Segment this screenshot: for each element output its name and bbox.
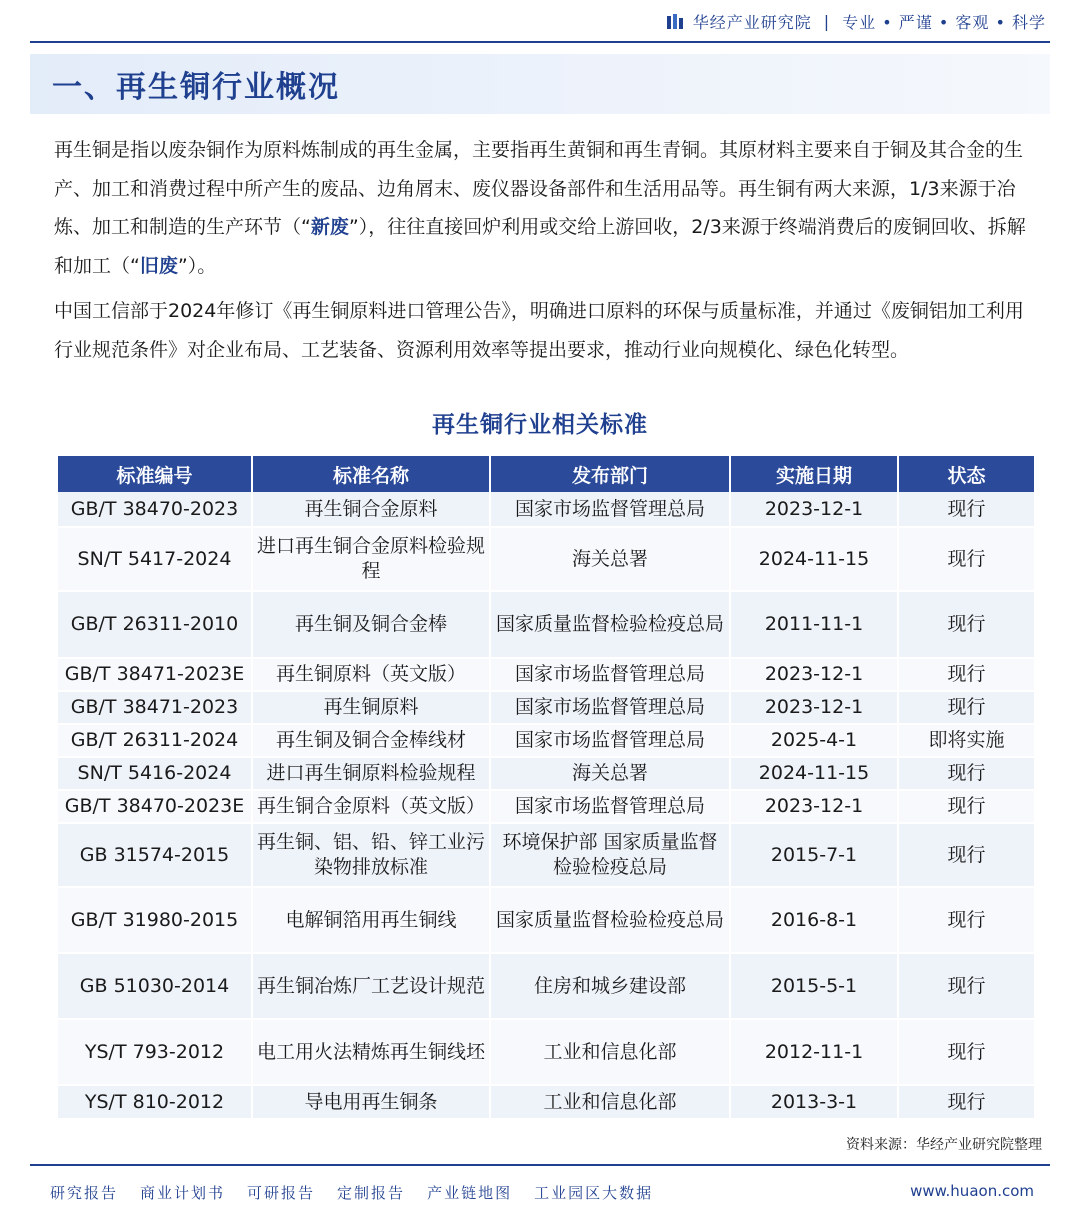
footer-link-custom-report[interactable]: 定制报告	[337, 1184, 406, 1202]
intro-text-c: ”）。	[177, 254, 217, 277]
cell-date: 2011-11-1	[730, 591, 898, 658]
site-url-link[interactable]: www.huaon.com	[910, 1182, 1034, 1200]
brand-name: 华经产业研究院	[692, 13, 812, 32]
top-divider	[30, 41, 1050, 43]
table-row	[58, 953, 1034, 1019]
table-row	[58, 823, 1034, 887]
cell-code: GB/T 26311-2010	[58, 591, 252, 658]
cell-dept: 国家市场监督管理总局	[490, 658, 730, 691]
cell-status: 现行	[898, 1019, 1034, 1085]
table-row	[58, 492, 1034, 527]
highlight-new-scrap: 新废	[310, 216, 349, 238]
cell-status: 现行	[898, 887, 1034, 953]
brand	[667, 10, 1046, 33]
cell-date: 2024-11-15	[730, 757, 898, 790]
cell-name: 电工用火法精炼再生铜线坯	[252, 1019, 490, 1085]
cell-dept: 住房和城乡建设部	[490, 953, 730, 1019]
table-row	[58, 1085, 1034, 1119]
cell-date: 2023-12-1	[730, 691, 898, 724]
cell-code: SN/T 5417-2024	[58, 527, 252, 591]
table-row	[58, 527, 1034, 591]
cell-name: 再生铜合金原料（英文版）	[252, 790, 490, 823]
cell-status: 即将实施	[898, 724, 1034, 757]
cell-date: 2023-12-1	[730, 658, 898, 691]
cell-status: 现行	[898, 591, 1034, 658]
cell-status: 现行	[898, 953, 1034, 1019]
table-row	[58, 724, 1034, 757]
cell-name: 再生铜及铜合金棒线材	[252, 724, 490, 757]
cell-dept: 工业和信息化部	[490, 1085, 730, 1119]
cell-dept: 海关总署	[490, 757, 730, 790]
cell-code: YS/T 793-2012	[58, 1019, 252, 1085]
cell-dept: 海关总署	[490, 527, 730, 591]
table-row	[58, 591, 1034, 658]
intro-text-b: ”），往往直接回炉利用或交给上游回收，2/3来源于终端消费后的废铜回收、拆解和加工（“	[54, 216, 1026, 277]
header-standard-code: 标准编号	[58, 456, 252, 492]
cell-date: 2015-5-1	[730, 953, 898, 1019]
cell-code: GB/T 38470-2023E	[58, 790, 252, 823]
cell-name: 再生铜合金原料	[252, 492, 490, 527]
cell-status: 现行	[898, 823, 1034, 887]
footer-link-research-report[interactable]: 研究报告	[50, 1184, 119, 1202]
cell-code: GB/T 38471-2023	[58, 691, 252, 724]
source-note: 资料来源：华经产业研究院整理	[846, 1137, 1042, 1153]
header-status: 状态	[898, 456, 1034, 492]
cell-date: 2025-4-1	[730, 724, 898, 757]
table-row	[58, 790, 1034, 823]
cell-code: GB 51030-2014	[58, 953, 252, 1019]
cell-status: 现行	[898, 658, 1034, 691]
table-row	[58, 887, 1034, 953]
cell-date: 2015-7-1	[730, 823, 898, 887]
cell-status: 现行	[898, 492, 1034, 527]
cell-status: 现行	[898, 757, 1034, 790]
table-row	[58, 1019, 1034, 1085]
table-title: 再生铜行业相关标准	[432, 412, 648, 438]
cell-dept: 工业和信息化部	[490, 1019, 730, 1085]
brand-separator: |	[823, 12, 831, 31]
footer-link-industry-chain-map[interactable]: 产业链地图	[427, 1184, 513, 1202]
cell-dept: 国家市场监督管理总局	[490, 492, 730, 527]
cell-status: 现行	[898, 527, 1034, 591]
cell-status: 现行	[898, 691, 1034, 724]
cell-name: 再生铜及铜合金棒	[252, 591, 490, 658]
cell-code: SN/T 5416-2024	[58, 757, 252, 790]
cell-dept: 国家市场监督管理总局	[490, 790, 730, 823]
cell-dept: 国家市场监督管理总局	[490, 724, 730, 757]
cell-dept: 环境保护部 国家质量监督检验检疫总局	[490, 823, 730, 887]
table-row	[58, 691, 1034, 724]
cell-name: 再生铜冶炼厂工艺设计规范	[252, 953, 490, 1019]
cell-name: 进口再生铜合金原料检验规程	[252, 527, 490, 591]
standards-table	[58, 456, 1034, 1120]
highlight-old-scrap: 旧废	[139, 254, 178, 277]
top-bar	[0, 0, 1080, 42]
table-header-row	[58, 456, 1034, 492]
intro-paragraph	[54, 131, 1032, 285]
section-header	[30, 54, 1050, 114]
footer-link-feasibility-report[interactable]: 可研报告	[247, 1184, 316, 1202]
cell-status: 现行	[898, 1085, 1034, 1119]
header-issuing-dept: 发布部门	[490, 456, 730, 492]
cell-name: 进口再生铜原料检验规程	[252, 757, 490, 790]
cell-dept: 国家质量监督检验检疫总局	[490, 591, 730, 658]
cell-code: YS/T 810-2012	[58, 1085, 252, 1119]
cell-name: 导电用再生铜条	[252, 1085, 490, 1119]
header-standard-name: 标准名称	[252, 456, 490, 492]
cell-name: 再生铜原料（英文版）	[252, 658, 490, 691]
cell-dept: 国家质量监督检验检疫总局	[490, 887, 730, 953]
table-row	[58, 658, 1034, 691]
footer-link-business-plan[interactable]: 商业计划书	[140, 1184, 226, 1202]
cell-name: 再生铜、铝、铅、锌工业污染物排放标准	[252, 823, 490, 887]
cell-date: 2024-11-15	[730, 527, 898, 591]
cell-code: GB/T 38470-2023	[58, 492, 252, 527]
cell-name: 电解铜箔用再生铜线	[252, 887, 490, 953]
cell-code: GB/T 31980-2015	[58, 887, 252, 953]
footer-nav	[50, 1182, 653, 1203]
policy-paragraph: 中国工信部于2024年修订《再生铜原料进口管理公告》，明确进口原料的环保与质量标准，并通过《废铜铝加工利用行业规范条件》对企业布局、工艺装备、资源利用效率等提出要求，推动行业向规模化、绿色化转型。	[54, 300, 1024, 361]
cell-code: GB/T 26311-2024	[58, 724, 252, 757]
brand-slogan: 专业 • 严谨 • 客观 • 科学	[842, 13, 1046, 32]
intro-text-a: 再生铜是指以废杂铜作为原料炼制成的再生金属，主要指再生黄铜和再生青铜。其原材料主要来自于铜及其合金的生产、加工和消费过程中所产生的废品、边角屑末、废仪器设备部件和生活用品等。再生铜有两大来源，1/3来源于冶炼、加工和制造的生产环节（“	[54, 139, 1024, 238]
footer-link-industrial-park-data[interactable]: 工业园区大数据	[534, 1184, 654, 1202]
cell-dept: 国家市场监督管理总局	[490, 691, 730, 724]
section-title: 一、再生铜行业概况	[52, 70, 340, 105]
header-effective-date: 实施日期	[730, 456, 898, 492]
cell-name: 再生铜原料	[252, 691, 490, 724]
cell-date: 2023-12-1	[730, 790, 898, 823]
table-row	[58, 757, 1034, 790]
cell-date: 2016-8-1	[730, 887, 898, 953]
cell-code: GB 31574-2015	[58, 823, 252, 887]
cell-status: 现行	[898, 790, 1034, 823]
cell-date: 2013-3-1	[730, 1085, 898, 1119]
cell-date: 2023-12-1	[730, 492, 898, 527]
cell-date: 2012-11-1	[730, 1019, 898, 1085]
brand-logo-icon	[667, 13, 685, 31]
bottom-divider	[30, 1164, 1050, 1166]
cell-code: GB/T 38471-2023E	[58, 658, 252, 691]
